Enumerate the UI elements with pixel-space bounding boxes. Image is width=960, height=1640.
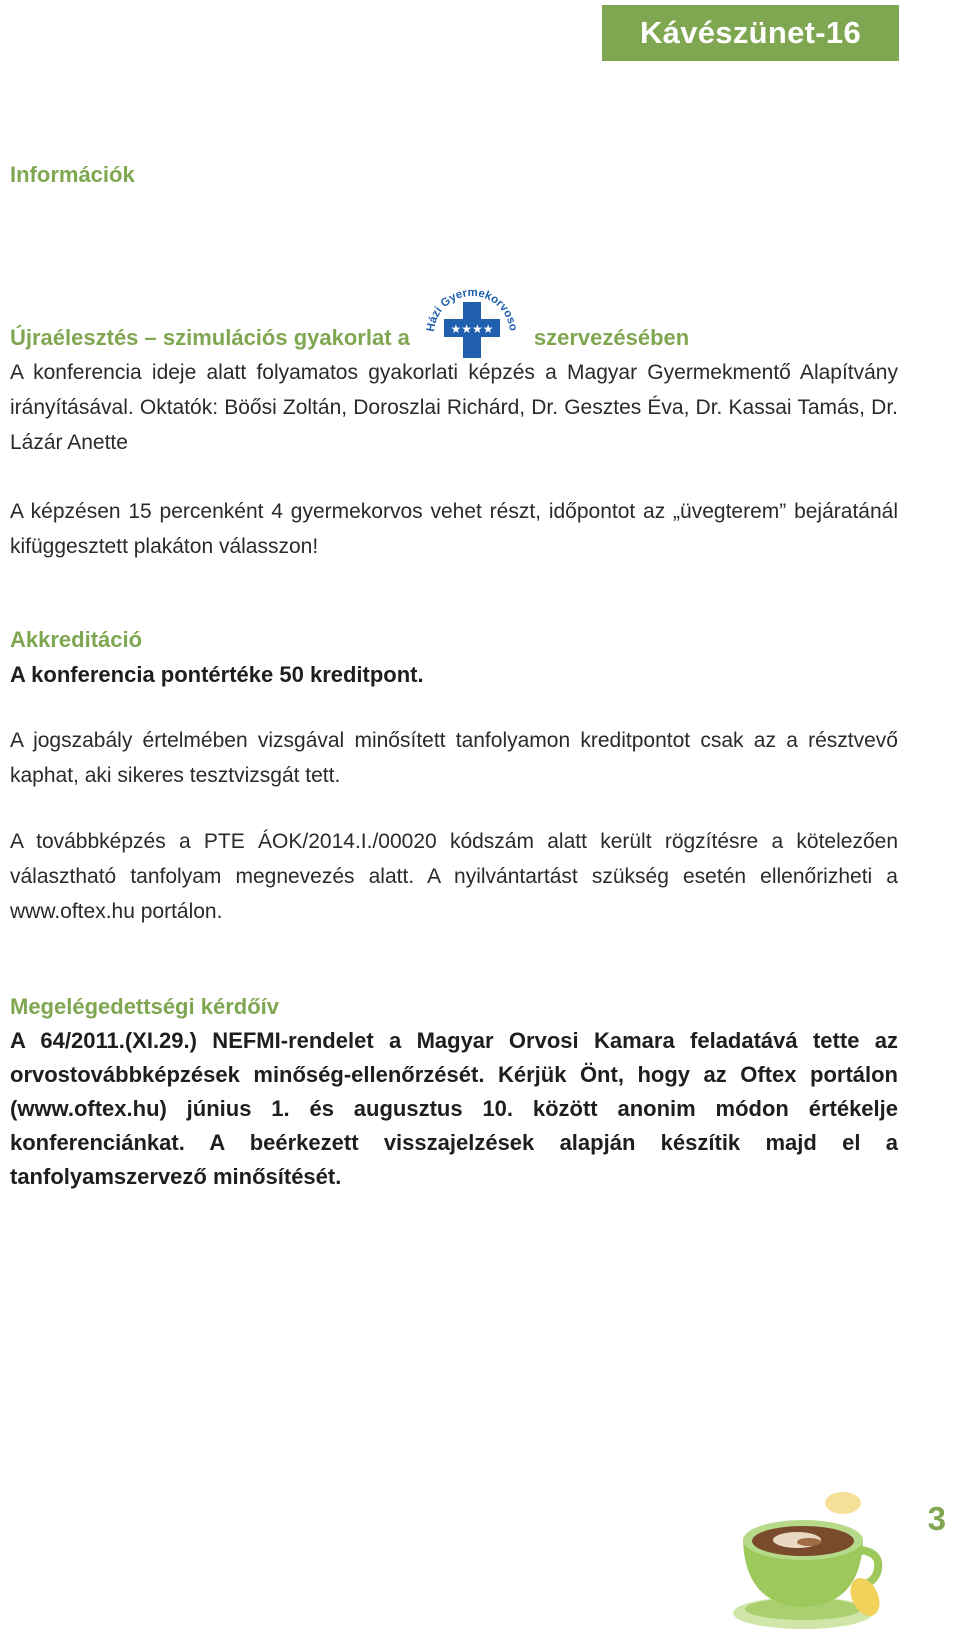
page-header-tab: Kávészünet-16 [602, 5, 899, 61]
resuscitation-title [10, 286, 898, 355]
resuscitation-section [10, 286, 898, 564]
resuscitation-paragraph-2: A képzésen 15 percenként 4 gyermekorvos vehet részt, időpontot az „üvegterem” bejáratánál kifüggesztett plakáton válasszon! [10, 500, 898, 558]
accreditation-title: Akkreditáció [10, 627, 143, 652]
accreditation-paragraph-2: A továbbképzés a PTE ÁOK/2014.I./00020 kódszám alatt került rögzítésre a kötelezően választható tanfolyam megnevezés alatt. A nyilvántartást szükség esetén ellenőrizheti a www.oftex.hu portálon. [10, 830, 898, 923]
info-title: Információk [10, 162, 135, 187]
svg-text:Házi Gyermekorvosok Egyesülete: Házi Gyermekorvoso [424, 286, 519, 332]
resuscitation-title-before: Újraélesztés – szimulációs gyakorlat a [10, 324, 410, 350]
resuscitation-paragraph-1: A konferencia ideje alatt folyamatos gyakorlati képzés a Magyar Gyermekmentő Alapítvány irányításával. Oktatók: Böősi Zoltán, Doroszlai Richárd, Dr. Gesztes Éva, Dr. Kassai Tamás, Dr. Lázár Anette [10, 361, 898, 454]
coffee-cup-image [725, 1485, 885, 1640]
survey-section [10, 989, 898, 1194]
survey-text: A 64/2011.(XI.29.) NEFMI-rendelet a Magyar Orvosi Kamara feladatává tette az orvostovábbképzések minőség-ellenőrzését. Kérjük Önt, hogy az Oftex portálon (www.oftex.hu) június 1. és augusztus 10. között anonim módon értékelje konferenciánkat. A beérkezett visszajelzések alapján készítik majd el a tanfolyamszervező minősítését. [10, 1028, 898, 1189]
accreditation-paragraph-1: A jogszabály értelmében vizsgával minősített tanfolyamon kreditpontot csak az a résztvevő kaphat, aki sikeres tesztvizsgát tett. [10, 729, 898, 787]
page-number: 3 [927, 1500, 946, 1537]
accreditation-section [10, 622, 898, 929]
survey-title: Megelégedettségi kérdőív [10, 994, 279, 1019]
resuscitation-title-after: szervezésében [533, 324, 690, 350]
hazi-gyermekorvosok-egyesulete-logo [422, 276, 522, 364]
svg-text:★★★★: ★★★★ [450, 321, 494, 336]
accreditation-points: A konferencia pontértéke 50 kreditpont. [10, 662, 424, 687]
